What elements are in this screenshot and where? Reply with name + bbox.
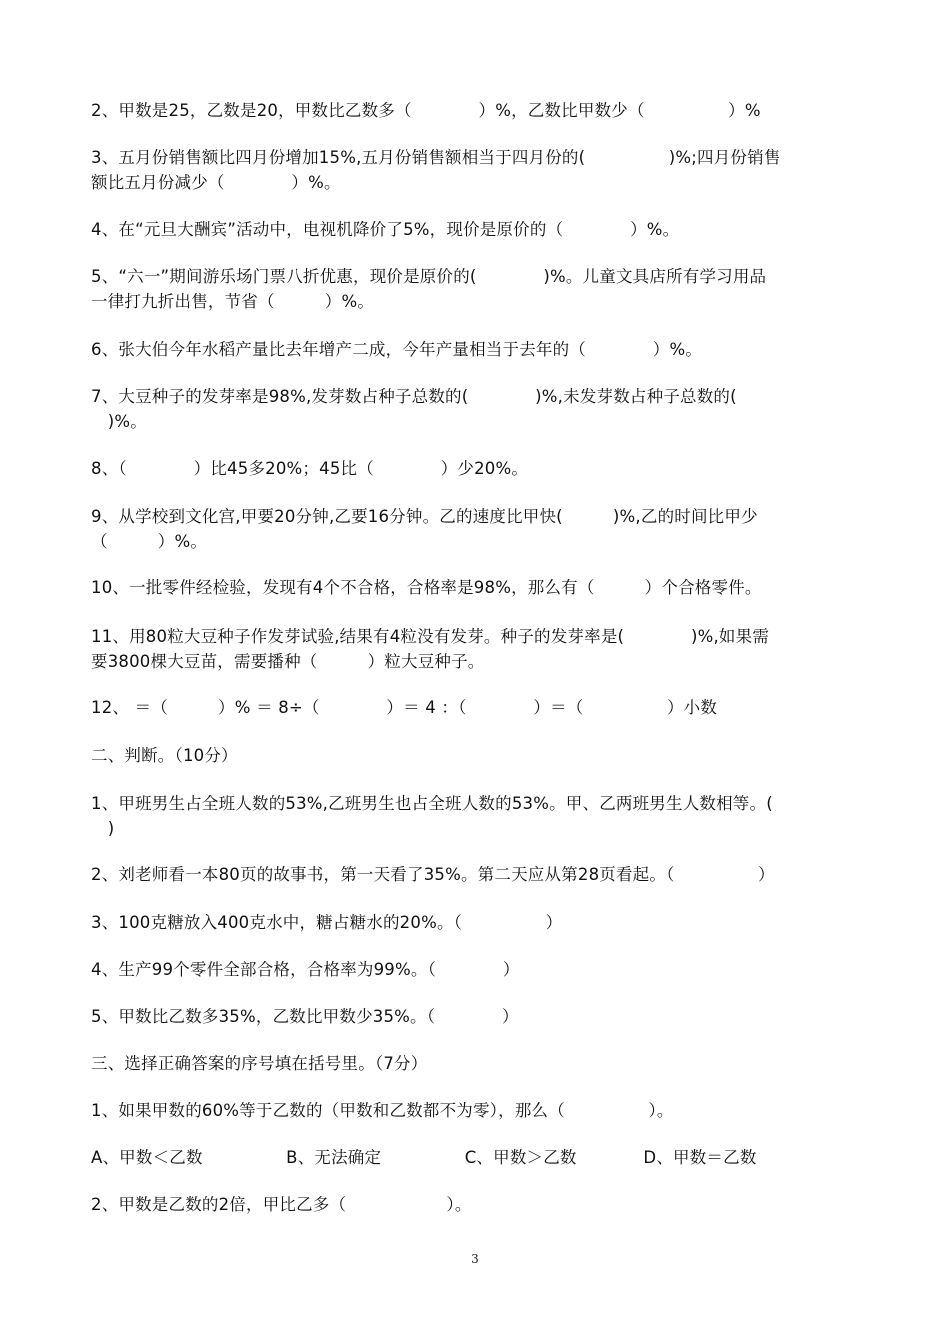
blank-3-line-2: 额比五月份减少（ ）%。	[91, 173, 341, 192]
section-3-heading: 三、选择正确答案的序号填在括号里。（7分）	[91, 1054, 428, 1073]
choice-1-question: 1、如果甲数的60%等于乙数的（甲数和乙数都不为零），那么（ ）。	[91, 1101, 674, 1120]
blank-10: 10、一批零件经检验，发现有4个不合格，合格率是98%，那么有（ ）个合格零件。	[91, 578, 762, 597]
blank-9-line-1: 9、从学校到文化宫,甲要20分钟,乙要16分钟。乙的速度比甲快( )%,乙的时间比甲少	[91, 507, 758, 526]
section-2-heading: 二、判断。（10分）	[91, 746, 238, 765]
blank-5-line-1: 5、“六一”期间游乐场门票八折优惠，现价是原价的( )%。儿童文具店所有学习用品	[91, 267, 767, 286]
choice-2-question: 2、甲数是乙数的2倍，甲比乙多（ ）。	[91, 1195, 472, 1214]
blank-11-line-2: 要3800棵大豆苗，需要播种（ ）粒大豆种子。	[91, 652, 485, 671]
blank-11-line-1: 11、用80粒大豆种子作发芽试验,结果有4粒没有发芽。种子的发芽率是( )%,如果需	[91, 627, 770, 646]
choice-1-options: A、甲数＜乙数 B、无法确定 C、甲数＞乙数 D、甲数＝乙数	[91, 1148, 757, 1167]
blank-2: 2、甲数是25，乙数是20，甲数比乙数多（ ）%，乙数比甲数少（ ）%	[91, 101, 761, 120]
blank-7-line-2: )%。	[91, 412, 147, 431]
judge-5: 5、甲数比乙数多35%，乙数比甲数少35%。（ ）	[91, 1007, 519, 1026]
blank-7-line-1: 7、大豆种子的发芽率是98%,发芽数占种子总数的( )%,未发芽数占种子总数的(	[91, 387, 737, 406]
judge-1-line-1: 1、甲班男生占全班人数的53%,乙班男生也占全班人数的53%。甲、乙两班男生人数相等。(	[91, 794, 773, 813]
blank-3-line-1: 3、五月份销售额比四月份增加15%,五月份销售额相当于四月份的( )%;四月份销售	[91, 148, 781, 167]
blank-8: 8、（ ）比45多20%；45比（ ）少20%。	[91, 459, 529, 478]
judge-1-line-2: )	[91, 819, 115, 838]
judge-4: 4、生产99个零件全部合格，合格率为99%。（ ）	[91, 960, 520, 979]
blank-9-line-2: （ ）%。	[91, 532, 208, 551]
judge-2: 2、刘老师看一本80页的故事书，第一天看了35%。第二天应从第28页看起。（ ）	[91, 865, 775, 884]
judge-3: 3、100克糖放入400克水中，糖占糖水的20%。（ ）	[91, 913, 563, 932]
blank-5-line-2: 一律打九折出售，节省（ ）%。	[91, 292, 375, 311]
blank-4: 4、在“元旦大酬宾”活动中，电视机降价了5%，现价是原价的（ ）%。	[91, 220, 680, 239]
blank-12: 12、 ＝（ ）% ＝ 8÷（ ）＝ 4 ：（ ）＝（ ）小数	[91, 698, 718, 717]
page-number: 3	[471, 1252, 479, 1266]
blank-6: 6、张大伯今年水稻产量比去年增产二成，今年产量相当于去年的（ ）%。	[91, 340, 703, 359]
